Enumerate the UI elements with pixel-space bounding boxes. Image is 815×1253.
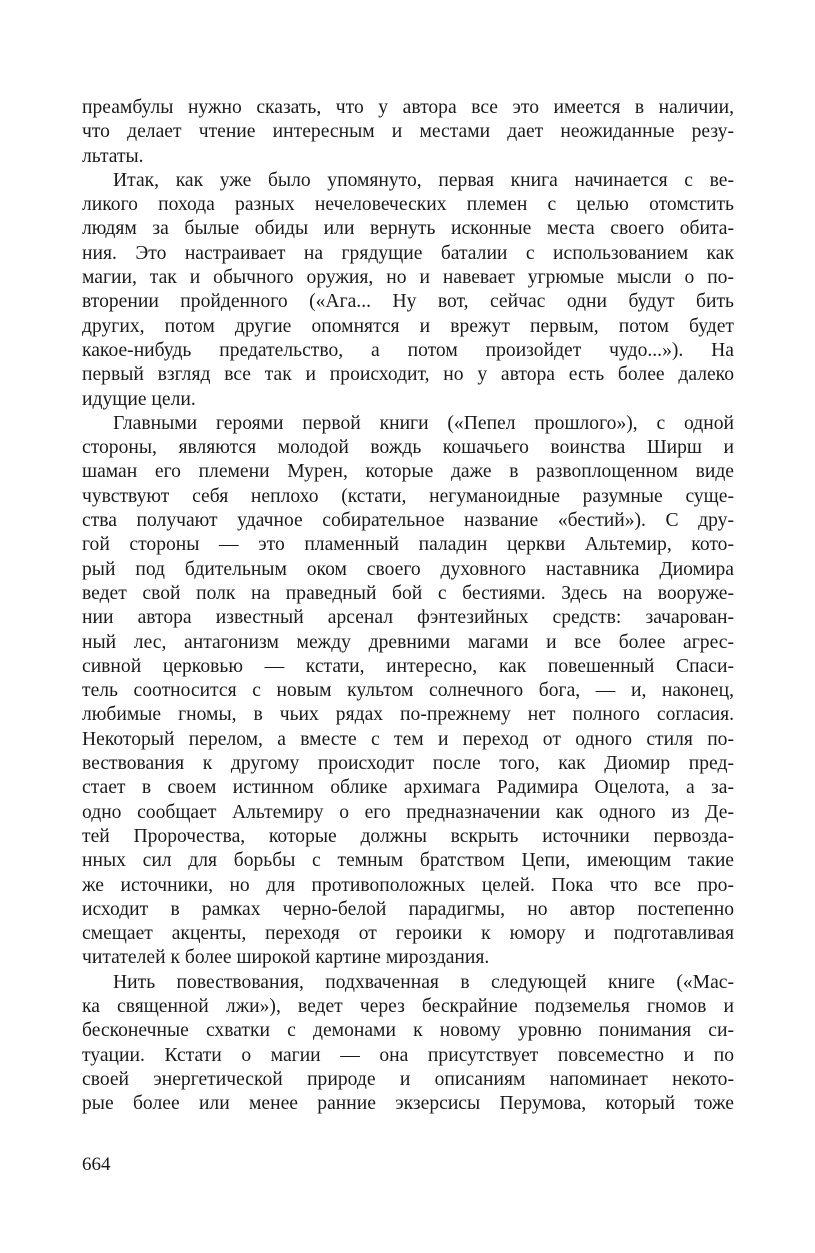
text-line: гой стороны — это пламенный паладин церкви Альтемир, кото- <box>82 534 734 556</box>
text-line: читателей к более широкой картине мироздания. <box>82 947 490 969</box>
text-line: вествования к другому происходит после того, как Диомир пред- <box>82 753 734 775</box>
text-line: ка священной лжи»), ведет через бескрайние подземелья гномов и <box>82 995 734 1017</box>
text-line: тей Пророчества, которые должны вскрыть источники первозда- <box>82 825 734 847</box>
text-line: льтаты. <box>82 145 144 167</box>
text-line: ный лес, антагонизм между древними магами и все более агрес- <box>82 631 734 653</box>
text-line: магии, так и обычного оружия, но и навевает угрюмые мысли о по- <box>82 267 734 289</box>
text-line: своей энергетической природе и описаниям напоминает некото- <box>82 1068 734 1090</box>
text-line: нных сил для борьбы с темным братством Цепи, имеющим такие <box>82 850 734 872</box>
text-line: ства получают удачное собирательное название «бестий»). С дру- <box>82 510 734 532</box>
text-line: что делает чтение интересным и местами дает неожиданные резу- <box>82 121 734 143</box>
text-line: туации. Кстати о магии — она присутствует повсеместно и по <box>82 1044 734 1066</box>
text-line: преамбулы нужно сказать, что у автора все это имеется в наличии, <box>82 97 734 118</box>
text-line: вторении пройденного («Ага... Ну вот, сейчас одни будут бить <box>82 291 734 313</box>
text-line: других, потом другие опомнятся и врежут первым, потом будет <box>82 315 734 337</box>
text-line: Итак, как уже было упомянуто, первая книга начинается с ве- <box>113 169 734 191</box>
paragraph <box>82 169 734 412</box>
text-line: чувствуют себя неплохо (кстати, негуманоидные разумные суще- <box>82 485 734 507</box>
text-line: одно сообщает Альтемиру о его предназначении как одного из Де- <box>82 801 734 823</box>
text-line: идущие цели. <box>82 388 196 410</box>
text-line: Главными героями первой книги («Пепел прошлого»), с одной <box>113 412 734 434</box>
text-line: стороны, являются молодой вождь кошачьего воинства Ширш и <box>82 437 734 459</box>
paragraph <box>82 412 734 971</box>
text-line: первый взгляд все так и происходит, но у автора есть более далеко <box>82 364 734 386</box>
text-line: сивной церковью — кстати, интересно, как повешенный Спаси- <box>82 655 734 677</box>
text-line: людям за былые обиды или вернуть исконные места своего обита- <box>82 218 734 240</box>
text-line: ликого похода разных нечеловеческих племен с целью отомстить <box>82 194 734 216</box>
text-line: ния. Это настраивает на грядущие баталии с использованием как <box>82 242 734 264</box>
page-body <box>82 96 734 1116</box>
text-line: рый под бдительным оком своего духовного наставника Диомира <box>82 558 734 580</box>
text-line: исходит в рамках черно-белой парадигмы, но автор постепенно <box>82 898 734 920</box>
text-line: шаман его племени Мурен, которые даже в развоплощенном виде <box>82 461 734 483</box>
text-line: ведет свой полк на праведный бой с бестиями. Здесь на вооруже- <box>82 582 734 604</box>
text-line: Некоторый перелом, а вместе с тем и переход от одного стиля по- <box>82 728 734 750</box>
text-line: какое-нибудь предательство, а потом произойдет чудо...»). На <box>82 339 734 361</box>
text-line: же источники, но для противоположных целей. Пока что все про- <box>82 874 734 896</box>
text-line: нии автора известный арсенал фэнтезийных средств: зачарован- <box>82 607 734 629</box>
text-line: бесконечные схватки с демонами к новому уровню понимания си- <box>82 1020 734 1042</box>
text-line: любимые гномы, в чьих рядах по-прежнему нет полного согласия. <box>82 704 734 726</box>
text-line: Нить повествования, подхваченная в следующей книге («Мас- <box>113 971 734 993</box>
text-line: смещает акценты, переходя от героики к юмору и подготавливая <box>82 923 734 945</box>
paragraph <box>82 96 734 169</box>
page-number: 664 <box>82 1154 111 1175</box>
text-line: рые более или менее ранние экзерсисы Перумова, который тоже <box>82 1093 734 1115</box>
text-line: стает в своем истинном облике архимага Радимира Оцелота, а за- <box>82 777 734 799</box>
text-line: тель соотносится с новым культом солнечного бога, — и, наконец, <box>82 680 734 702</box>
paragraph <box>82 971 734 1117</box>
